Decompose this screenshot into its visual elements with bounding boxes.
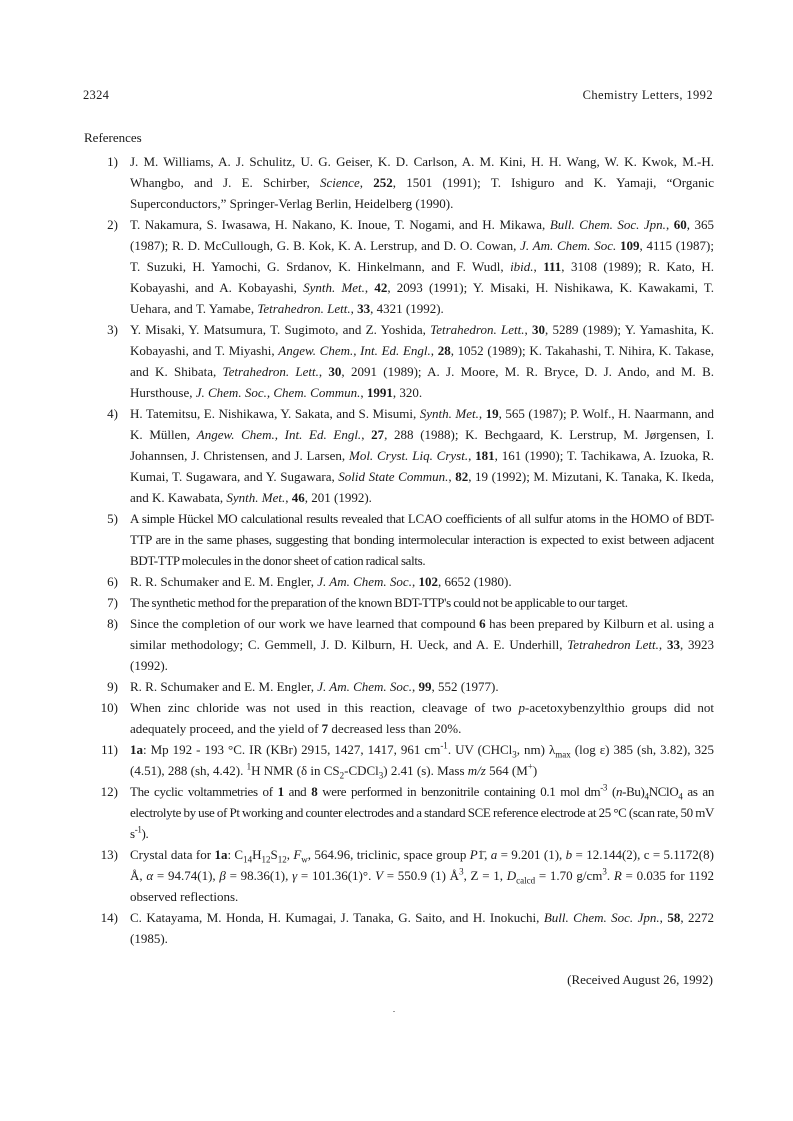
reference-text: The synthetic method for the preparation of the known BDT-TTP's could not be applicable to our target. xyxy=(130,595,628,610)
reference-list xyxy=(84,151,714,949)
reference-text: 1a: Mp 192 - 193 °C. IR (KBr) 2915, 1427, 1417, 961 $cm^{-1}$. UV (CHCl$_3$, nm) $\lambda_{max}$ (log ε) 385 (sh, 3.82), 325 (4.51), 288 (sh, 4.42). $^1$H NMR (δ in $CS_2-CDCl_3$) 2.41 (s). Mass m/z 564 (M+) xyxy=(130,740,714,781)
reference-number: 10) xyxy=(100,700,118,715)
reference-item xyxy=(84,697,714,739)
reference-number: 12) xyxy=(100,784,118,799)
reference-number: 14) xyxy=(100,910,118,925)
reference-text: H. Tatemitsu, E. Nishikawa, Y. Sakata, and S. Misumi, Synth. Met., 19, 565 (1987); P. Wolf., H. Naarmann, and K. Müllen, Angew. Chem., Int. Ed. Engl., 27, 288 (1988); K. Bechgaard, K. Lerstrup, M. Jørgensen, I. Johannsen, J. Christensen, and J. Larsen, Mol. Cryst. Liq. Cryst., 181, 161 (1990); T. Tachikawa, A. Izuoka, R. Kumai, T. Sugawara, and Y. Sugawara, Solid State Commun., 82, 19 (1992); M. Mizutani, K. Tanaka, K. Ikeda, and K. Kawabata, Synth. Met., 46, 201 (1992). xyxy=(130,406,715,505)
references-heading: References xyxy=(84,130,142,145)
page-number: 2324 xyxy=(83,88,110,102)
reference-number: 5) xyxy=(107,511,118,526)
scan-speck xyxy=(393,1011,395,1012)
reference-number: 6) xyxy=(107,574,118,589)
reference-number: 8) xyxy=(107,616,118,631)
reference-item xyxy=(84,781,714,844)
reference-number: 4) xyxy=(107,406,118,421)
reference-item xyxy=(84,214,714,319)
received-date: (Received August 26, 1992) xyxy=(567,972,713,987)
reference-text: R. R. Schumaker and E. M. Engler, J. Am. Chem. Soc., 102, 6652 (1980). xyxy=(130,574,512,589)
reference-item xyxy=(84,676,714,697)
reference-number: 1) xyxy=(107,154,118,169)
reference-item xyxy=(84,508,714,571)
reference-number: 2) xyxy=(107,217,118,232)
reference-text: Since the completion of our work we have learned that compound 6 has been prepared by Kilburn et al. using a similar methodology; C. Gemmell, J. D. Kilburn, H. Ueck, and A. E. Underhill, Tetrahedron Lett., 33, 3923 (1992). xyxy=(130,616,714,673)
reference-item xyxy=(84,571,714,592)
reference-item xyxy=(84,403,714,508)
reference-item xyxy=(84,739,714,781)
reference-text: T. Nakamura, S. Iwasawa, H. Nakano, K. Inoue, T. Nogami, and H. Mikawa, Bull. Chem. Soc. Jpn., 60, 365 (1987); R. D. McCullough, G. B. Kok, K. A. Lerstrup, and D. O. Cowan, J. Am. Chem. Soc. 109, 4115 (1987); T. Suzuki, H. Yamochi, G. Srdanov, K. Hinkelmann, and F. Wudl, ibid., 111, 3108 (1989); R. Kato, H. Kobayashi, and A. Kobayashi, Synth. Met., 42, 2093 (1991); Y. Misaki, H. Nishikawa, K. Kawakami, T. Uehara, and T. Yamabe, Tetrahedron. Lett., 33, 4321 (1992). xyxy=(130,217,715,316)
reference-item xyxy=(84,319,714,403)
reference-text: J. M. Williams, A. J. Schulitz, U. G. Geiser, K. D. Carlson, A. M. Kini, H. H. Wang, W. K. Kwok, M.-H. Whangbo, and J. E. Schirber, Science, 252, 1501 (1991); T. Ishiguro and K. Yamaji, “Organic Superconductors,” Springer-Verlag Berlin, Heidelberg (1990). xyxy=(130,154,714,211)
reference-item xyxy=(84,844,714,907)
journal-header: Chemistry Letters, 1992 xyxy=(582,88,713,102)
reference-text: C. Katayama, M. Honda, H. Kumagai, J. Tanaka, G. Saito, and H. Inokuchi, Bull. Chem. Soc. Jpn., 58, 2272 (1985). xyxy=(130,910,714,946)
reference-text: When zinc chloride was not used in this reaction, cleavage of two p-acetoxybenzylthio groups did not adequately proceed, and the yield of 7 decreased less than 20%. xyxy=(130,700,714,736)
reference-number: 7) xyxy=(107,595,118,610)
reference-number: 11) xyxy=(101,742,118,757)
reference-number: 9) xyxy=(107,679,118,694)
reference-text: Y. Misaki, Y. Matsumura, T. Sugimoto, and Z. Yoshida, Tetrahedron. Lett., 30, 5289 (1989); Y. Yamashita, K. Kobayashi, and T. Miyashi, Angew. Chem., Int. Ed. Engl., 28, 1052 (1989); K. Takahashi, T. Nihira, K. Takase, and K. Shibata, Tetrahedron. Lett., 30, 2091 (1989); A. J. Moore, M. R. Bryce, D. J. Ando, and M. B. Hursthouse, J. Chem. Soc., Chem. Commun., 1991, 320. xyxy=(130,322,715,400)
reference-text: Crystal data for 1a: $C_{14}H_{12}S_{12}$, $F_w$, 564.96, triclinic, space group P1̄, a = 9.201 (1), b = 12.144(2), c = 5.1172(8) Å, α = 94.74(1), β = 98.36(1), γ = 101.36(1)°. V = 550.9 (1) $Å^3$, Z = 1, $D_{calcd} = 1.70$ $g/cm^3$. R = 0.035 for 1192 observed reflections. xyxy=(130,847,714,904)
reference-item xyxy=(84,907,714,949)
reference-number: 3) xyxy=(107,322,118,337)
reference-number: 13) xyxy=(100,847,118,862)
reference-item xyxy=(84,592,714,613)
reference-item xyxy=(84,613,714,676)
reference-item xyxy=(84,151,714,214)
reference-text: R. R. Schumaker and E. M. Engler, J. Am. Chem. Soc., 99, 552 (1977). xyxy=(130,679,499,694)
reference-text: The cyclic voltammetries of 1 and 8 were performed in benzonitrile containing 0.1 mol $dm^{-3}$ $(n-Bu)_4NClO_4$ as an electrolyte by use of Pt working and counter electrodes and a standard SCE reference electrode at 25 °C (scan rate, 50 mV $s^{-1}$). xyxy=(130,782,714,841)
reference-text: A simple Hückel MO calculational results revealed that LCAO coefficients of all sulfur atoms in the HOMO of BDT-TTP are in the same phases, suggesting that bonding intermolecular interaction is expected to exist between adjacent BDT-TTP molecules in the donor sheet of cation radical salts. xyxy=(130,511,714,568)
